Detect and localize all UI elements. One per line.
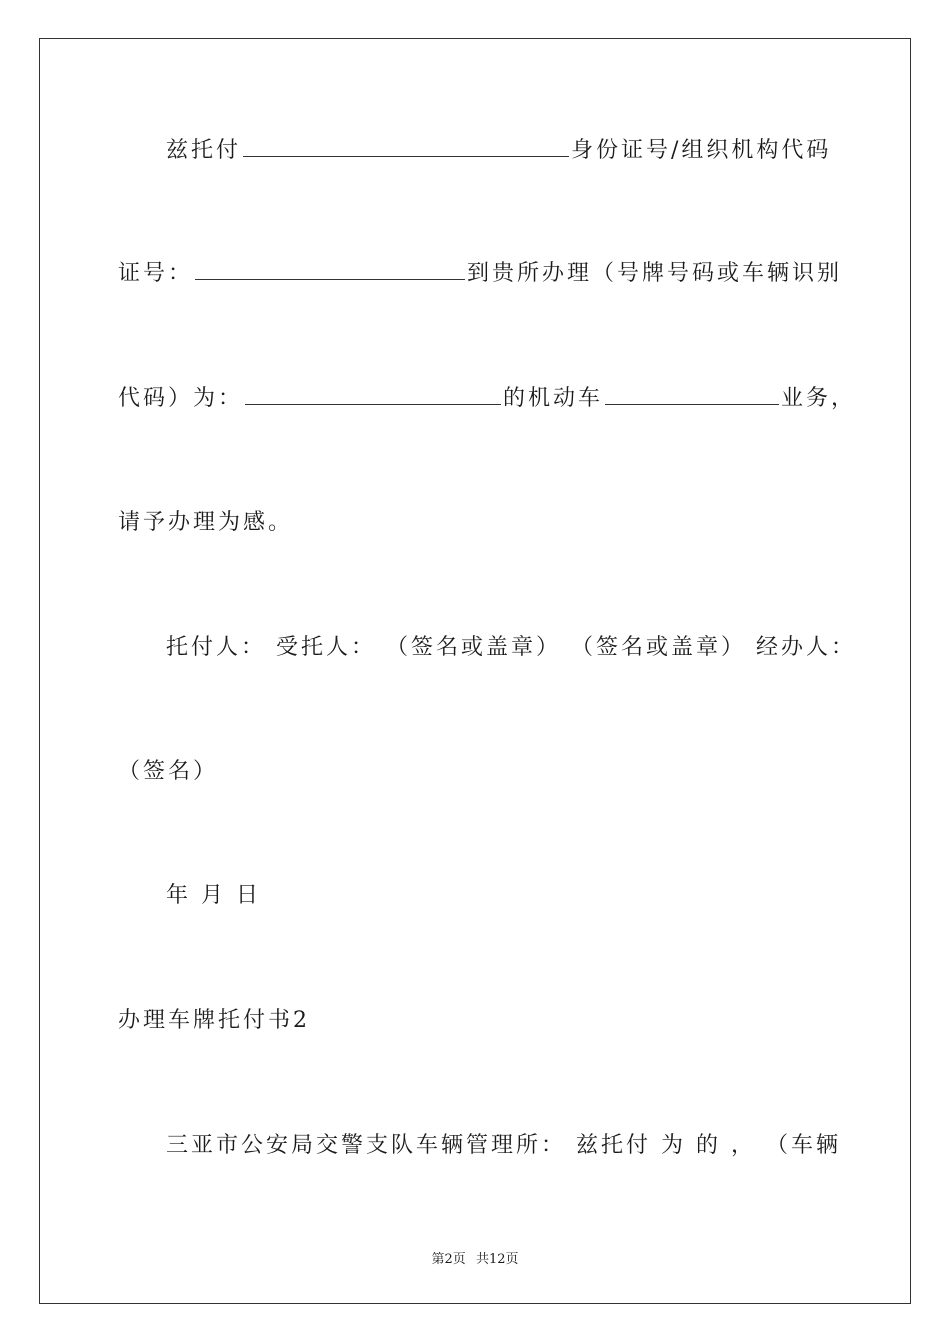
page-total: 共12页 (475, 1252, 519, 1267)
paragraph-line-1 (166, 136, 886, 166)
section-first-line-text: 三亚市公安局交警支队车辆管理所： 兹托付 为 的 ， （车辆 (166, 1133, 841, 1158)
blank-entrusted-party (243, 136, 569, 157)
section-title (118, 1006, 838, 1036)
section-title-text: 办理车牌托付书2 (118, 1008, 310, 1033)
text-vehicle-of: 的机动车 (503, 386, 604, 411)
date-line (166, 881, 886, 911)
blank-business-type (605, 384, 779, 405)
signature-line-2 (118, 757, 838, 787)
paragraph-line-3 (118, 384, 857, 414)
blank-cert-number (195, 259, 465, 280)
text-business: 业务， (781, 386, 857, 411)
blank-plate-code (245, 384, 501, 405)
section-first-line (166, 1131, 886, 1161)
signature-line-1 (166, 633, 886, 663)
text-cert-no: 证号： (118, 261, 194, 286)
text-please-handle: 请予办理为感。 (118, 510, 294, 535)
text-entrust: 兹托付 (166, 138, 242, 163)
page-number: 第2页 (431, 1252, 466, 1267)
paragraph-line-2 (118, 259, 843, 289)
page-footer (0, 1248, 950, 1267)
text-code-is: 代码）为： (118, 386, 244, 411)
signature-note: （签名） (118, 759, 219, 784)
page-border (39, 38, 911, 1304)
paragraph-line-4 (118, 508, 838, 538)
text-handle-at: 到贵所办理（号牌号码或车辆识别 (467, 261, 843, 286)
signature-fields: 托付人： 受托人： （签名或盖章） （签名或盖章） 经办人： (166, 635, 856, 660)
text-id-number: 身份证号/组织机构代码 (571, 138, 832, 163)
date-text: 年 月 日 (166, 883, 261, 908)
